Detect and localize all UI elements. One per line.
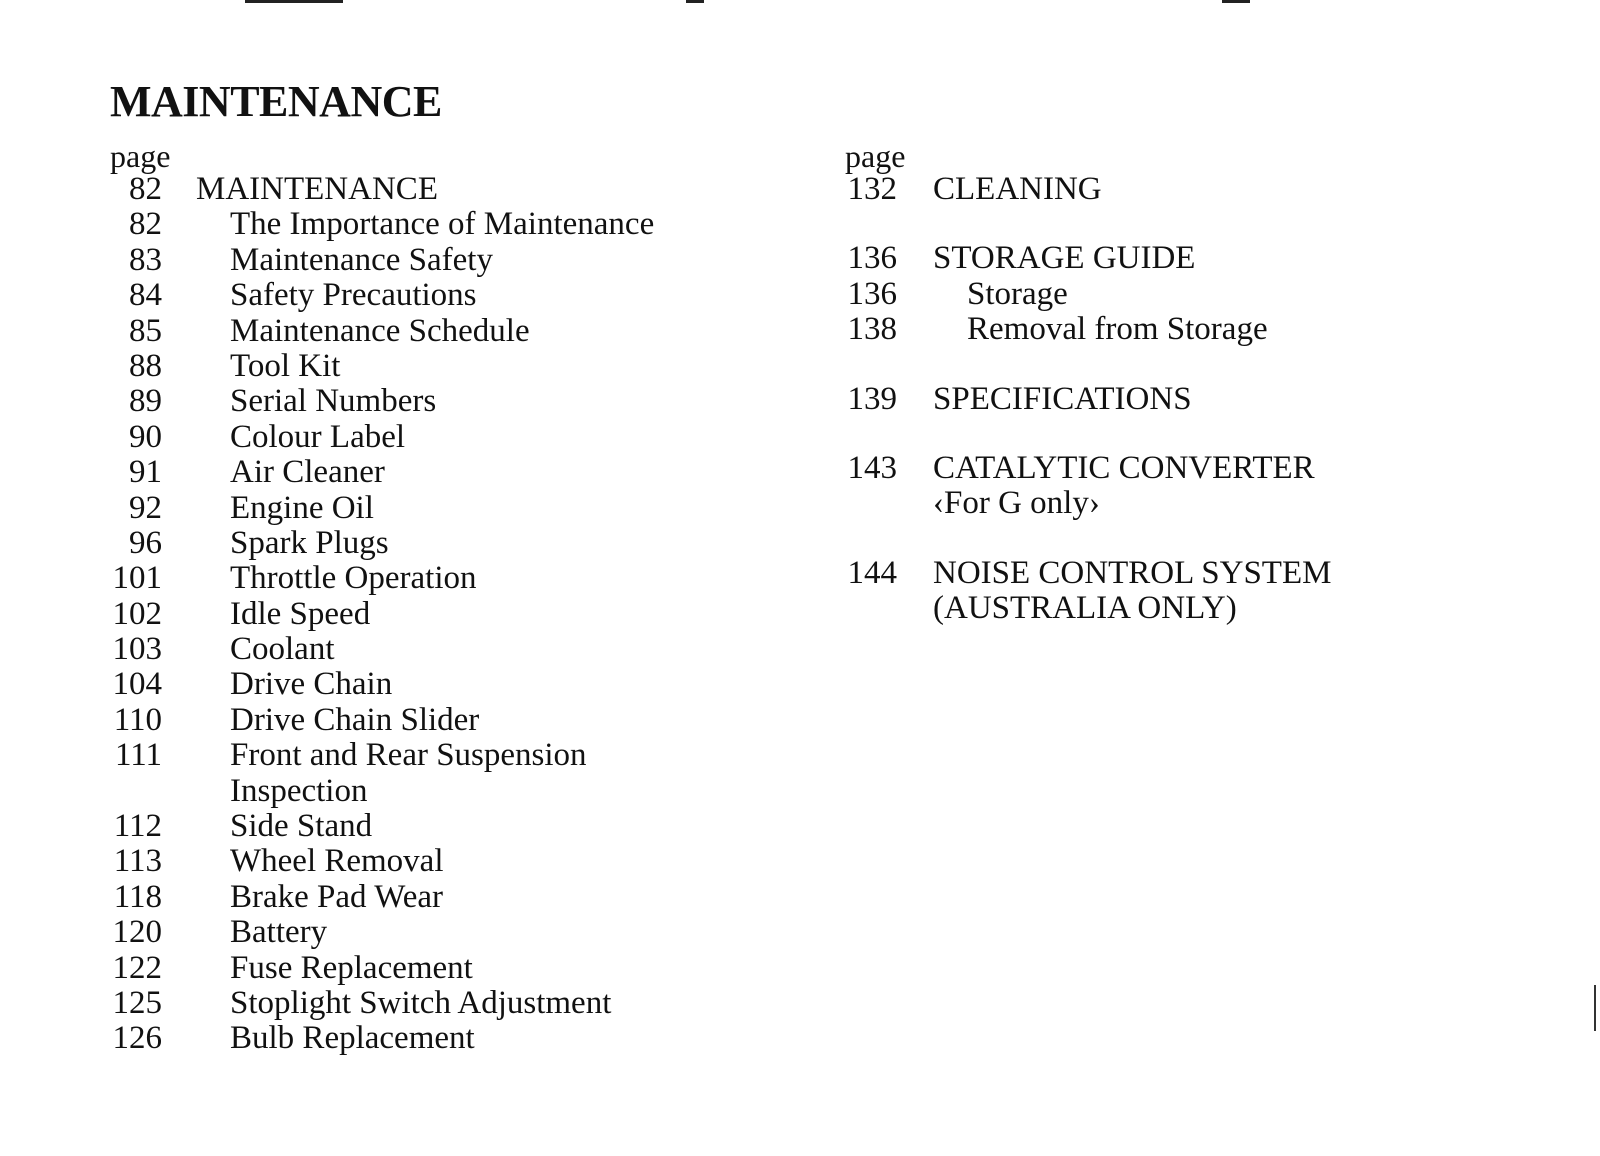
contents-entry xyxy=(110,172,750,207)
contents-entry xyxy=(110,491,750,526)
entry-title: MAINTENANCE xyxy=(196,171,438,207)
contents-list xyxy=(110,172,750,1057)
section-gap xyxy=(845,207,1565,241)
page-number: 89 xyxy=(129,383,162,420)
contents-entry xyxy=(110,1021,750,1056)
page-number: 112 xyxy=(113,808,162,845)
page-number: 110 xyxy=(113,701,162,738)
entry-title: Colour Label xyxy=(230,418,406,455)
page-number: 82 xyxy=(129,171,162,207)
page-number: 138 xyxy=(847,311,897,348)
entry-title: SPECIFICATIONS xyxy=(933,380,1192,417)
contents-entry xyxy=(845,591,1565,626)
contents-entry xyxy=(110,844,750,879)
page-column-label: page xyxy=(845,138,906,174)
entry-title: CLEANING xyxy=(933,171,1102,207)
contents-entry xyxy=(110,703,750,738)
contents-entry xyxy=(110,880,750,915)
entry-title: Storage xyxy=(967,275,1068,312)
page-number: 83 xyxy=(129,241,162,278)
page-number: 101 xyxy=(112,560,162,597)
contents-entry xyxy=(110,278,750,313)
contents-entry xyxy=(110,420,750,455)
top-edge-marks xyxy=(0,0,1600,4)
entry-title: ‹For G only› xyxy=(933,485,1100,522)
page-number: 85 xyxy=(129,312,162,349)
entry-title: STORAGE GUIDE xyxy=(933,240,1196,277)
entry-title: Engine Oil xyxy=(230,489,374,526)
page-number: 122 xyxy=(112,949,162,986)
page-number: 104 xyxy=(112,666,162,703)
entry-title: Fuse Replacement xyxy=(230,949,473,986)
section-gap xyxy=(845,348,1565,382)
section-gap xyxy=(845,522,1565,556)
page-number: 103 xyxy=(112,631,162,668)
page-title: MAINTENANCE xyxy=(110,77,442,126)
contents-entry xyxy=(110,809,750,844)
entry-title: Tool Kit xyxy=(230,347,341,384)
page-number: 120 xyxy=(112,914,162,951)
page-number: 136 xyxy=(847,275,897,312)
contents-entry xyxy=(110,774,750,809)
contents-entry xyxy=(845,241,1565,276)
contents-entry xyxy=(110,986,750,1021)
section-gap xyxy=(845,417,1565,451)
contents-entry xyxy=(110,384,750,419)
entry-title: Idle Speed xyxy=(230,595,371,632)
contents-entry xyxy=(845,382,1565,417)
contents-entry xyxy=(110,455,750,490)
entry-title: Drive Chain Slider xyxy=(230,701,480,738)
contents-entry xyxy=(110,243,750,278)
contents-entry xyxy=(845,486,1565,521)
page-number: 96 xyxy=(129,524,162,561)
page-number: 90 xyxy=(129,418,162,455)
entry-title: Bulb Replacement xyxy=(230,1020,475,1057)
entry-title: Side Stand xyxy=(230,808,373,845)
entry-title: Throttle Operation xyxy=(230,560,477,597)
entry-title: Removal from Storage xyxy=(967,311,1268,348)
contents-entry xyxy=(110,738,750,773)
edge-mark xyxy=(1594,985,1596,1031)
entry-title: Battery xyxy=(230,914,328,951)
contents-entry xyxy=(110,951,750,986)
edge-mark xyxy=(686,0,704,3)
page-column-label: page xyxy=(110,138,171,174)
contents-entry xyxy=(110,207,750,242)
entry-title: Drive Chain xyxy=(230,666,393,703)
entry-title: Spark Plugs xyxy=(230,524,389,561)
entry-title: Air Cleaner xyxy=(230,454,385,491)
contents-entry xyxy=(110,597,750,632)
edge-mark xyxy=(245,0,343,3)
entry-title: Maintenance Schedule xyxy=(230,312,530,349)
page-number: 132 xyxy=(847,171,897,207)
page-number: 144 xyxy=(847,554,897,591)
entry-title: Coolant xyxy=(230,631,335,668)
edge-mark xyxy=(1222,0,1250,3)
contents-entry xyxy=(110,314,750,349)
contents-right-column xyxy=(845,140,1565,627)
contents-entry xyxy=(110,526,750,561)
contents-entry xyxy=(845,451,1565,486)
contents-list xyxy=(845,172,1565,627)
page-number: 139 xyxy=(847,380,897,417)
page-number: 88 xyxy=(129,347,162,384)
page-number: 125 xyxy=(112,984,162,1021)
page-number: 136 xyxy=(847,240,897,277)
contents-entry xyxy=(110,349,750,384)
entry-title: CATALYTIC CONVERTER xyxy=(933,449,1315,486)
page-number: 91 xyxy=(129,454,162,491)
contents-left-column xyxy=(110,140,750,1057)
entry-title: Maintenance Safety xyxy=(230,241,493,278)
page-number: 113 xyxy=(113,843,162,880)
entry-title: NOISE CONTROL SYSTEM xyxy=(933,554,1332,591)
page-number: 118 xyxy=(113,878,162,915)
contents-entry xyxy=(845,172,1565,207)
entry-title: Brake Pad Wear xyxy=(230,878,443,915)
page-number: 84 xyxy=(129,277,162,314)
contents-entry xyxy=(845,312,1565,347)
page-number: 102 xyxy=(112,595,162,632)
page-number: 143 xyxy=(847,449,897,486)
contents-entry xyxy=(845,277,1565,312)
page-number: 126 xyxy=(112,1020,162,1057)
page-number: 92 xyxy=(129,489,162,526)
page-number: 82 xyxy=(129,206,162,243)
entry-title: Stoplight Switch Adjustment xyxy=(230,984,612,1021)
entry-title: Inspection xyxy=(230,772,368,809)
contents-entry xyxy=(110,915,750,950)
page-number: 111 xyxy=(114,737,162,774)
entry-title: The Importance of Maintenance xyxy=(230,206,655,243)
contents-entry xyxy=(110,632,750,667)
entry-title: Serial Numbers xyxy=(230,383,437,420)
entry-title: (AUSTRALIA ONLY) xyxy=(933,590,1237,627)
contents-entry xyxy=(110,561,750,596)
contents-entry xyxy=(110,667,750,702)
entry-title: Front and Rear Suspension xyxy=(230,737,587,774)
contents-entry xyxy=(845,556,1565,591)
entry-title: Safety Precautions xyxy=(230,277,477,314)
entry-title: Wheel Removal xyxy=(230,843,444,880)
